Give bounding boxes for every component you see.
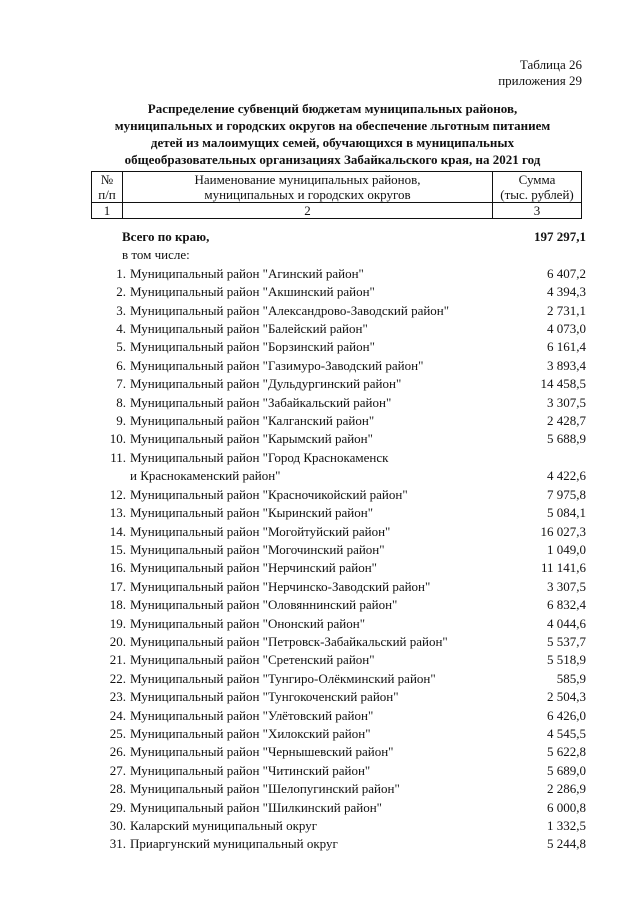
row-number: 27.: [109, 762, 126, 778]
row-value: 5 622,8: [547, 744, 586, 760]
total-label: Всего по краю,: [122, 229, 210, 244]
header-sum: Сумма (тыс. рублей): [493, 172, 582, 203]
table-row: [100, 412, 586, 430]
row-name: Муниципальный район "Читинский район": [130, 762, 371, 778]
table-body: [100, 228, 586, 854]
row-name: Муниципальный район "Агинский район": [130, 265, 364, 281]
row-value: 5 689,0: [547, 762, 586, 778]
header-number: № п/п: [92, 172, 123, 203]
row-number: 24.: [109, 707, 126, 723]
row-value: 11 141,6: [540, 560, 586, 576]
column-number-2: 2: [123, 203, 493, 219]
column-number-3: 3: [493, 203, 582, 219]
table-row: [100, 670, 586, 688]
row-value: 5 244,8: [547, 836, 586, 852]
row-number: 14.: [109, 523, 126, 539]
row-value: 5 518,9: [547, 652, 586, 668]
row-number: 17.: [109, 578, 126, 594]
row-value: 16 027,3: [540, 523, 586, 539]
row-name: Муниципальный район "Петровск-Забайкальский район": [130, 633, 448, 649]
table-row: [100, 725, 586, 743]
row-value: 2 428,7: [547, 413, 586, 429]
row-name: Муниципальный район "Карымский район": [130, 431, 373, 447]
row-name: Приаргунский муниципальный округ: [130, 836, 338, 852]
row-value: 3 307,5: [547, 578, 586, 594]
row-value: 5 084,1: [547, 505, 586, 521]
header-name: Наименование муниципальных районов, муниципальных и городских округов: [123, 172, 493, 203]
row-value: 6 161,4: [547, 339, 586, 355]
table-row: [100, 449, 586, 486]
table-row: [100, 375, 586, 393]
total-row: [100, 228, 586, 246]
table-row: [100, 780, 586, 798]
table-row: [100, 559, 586, 577]
row-name: Муниципальный район "Улётовский район": [130, 707, 374, 723]
row-value: 5 537,7: [547, 633, 586, 649]
row-number: 19.: [109, 615, 126, 631]
table-row: [100, 283, 586, 301]
table-row: [100, 504, 586, 522]
table-number: Таблица 26: [519, 57, 582, 72]
row-value: 5 688,9: [547, 431, 586, 447]
row-number: 1.: [116, 265, 126, 281]
table-row: [100, 265, 586, 283]
row-name: Муниципальный район "Калганский район": [130, 413, 375, 429]
table-row: [100, 394, 586, 412]
table-header: [91, 171, 582, 219]
row-value: 7 975,8: [547, 486, 586, 502]
appendix-number: приложения 29: [498, 73, 582, 88]
row-value: 4 422,6: [547, 468, 586, 484]
row-name: Муниципальный район "Нерчинский район": [130, 560, 377, 576]
table-row: [100, 651, 586, 669]
table-row: [100, 762, 586, 780]
table-row: [100, 302, 586, 320]
row-name: Муниципальный район "Чернышевский район": [130, 744, 394, 760]
row-number: 26.: [109, 744, 126, 760]
row-name: Муниципальный район "Кыринский район": [130, 505, 374, 521]
document-title: Распределение субвенций бюджетам муниципальных районов, муниципальных и городских округов на обеспечение льготным питанием детей из малоимущих семей, обучающихся в муниципальных общеобразовательных организациях Забайкальского края, на 2021 год: [114, 101, 551, 167]
row-number: 20.: [109, 633, 126, 649]
row-number: 15.: [109, 541, 126, 557]
column-numbers-row: [92, 203, 582, 219]
row-number: 18.: [109, 597, 126, 613]
table-row: [100, 817, 586, 835]
row-value: 1 049,0: [547, 541, 586, 557]
row-name: Муниципальный район "Дульдургинский район": [130, 376, 402, 392]
table-row: [100, 357, 586, 375]
row-number: 8.: [116, 394, 126, 410]
row-name: Муниципальный район "Оловяннинский район": [130, 597, 398, 613]
row-number: 7.: [116, 376, 126, 392]
row-value: 6 000,8: [547, 799, 586, 815]
row-name: Муниципальный район "Могойтуйский район": [130, 523, 391, 539]
district-list: [100, 265, 586, 854]
row-name: Муниципальный район "Борзинский район": [130, 339, 375, 355]
total-value: 197 297,1: [534, 229, 586, 244]
row-value: 4 073,0: [547, 321, 586, 337]
row-number: 3.: [116, 302, 126, 318]
row-number: 23.: [109, 689, 126, 705]
row-value: 4 545,5: [547, 725, 586, 741]
row-name: Муниципальный район "Забайкальский район": [130, 394, 392, 410]
table-row: [100, 707, 586, 725]
row-name: Каларский муниципальный округ: [130, 818, 318, 833]
row-number: 12.: [109, 486, 126, 502]
row-name: Муниципальный район "Ононский район": [130, 615, 366, 631]
row-value: 1 332,5: [547, 818, 586, 833]
header-row: [92, 172, 582, 203]
row-name: Муниципальный район "Тунгокоченский район": [130, 689, 399, 705]
row-number: 11.: [110, 449, 126, 465]
row-value: 2 286,9: [547, 781, 586, 797]
row-value: 6 426,0: [547, 707, 586, 723]
row-name: Муниципальный район "Шелопугинский район": [130, 781, 400, 797]
row-name: Муниципальный район "Хилокский район": [130, 725, 371, 741]
row-name: Муниципальный район "Тунгиро-Олёкминский район": [130, 670, 436, 686]
row-name: Муниципальный район "Балейский район": [130, 321, 368, 337]
table-row: [100, 835, 586, 853]
row-number: 22.: [109, 670, 126, 686]
row-number: 13.: [109, 505, 126, 521]
row-number: 4.: [116, 321, 126, 337]
row-number: 2.: [116, 284, 126, 300]
table-row: [100, 541, 586, 559]
table-row: [100, 578, 586, 596]
table-row: [100, 430, 586, 448]
row-number: 25.: [109, 725, 126, 741]
subheading-row: [100, 246, 586, 264]
table-row: [100, 596, 586, 614]
row-name: Муниципальный район "Александрово-Заводский район": [130, 302, 450, 318]
table-row: [100, 523, 586, 541]
row-number: 31.: [109, 836, 126, 852]
row-value: 3 307,5: [547, 394, 586, 410]
row-number: 6.: [116, 357, 126, 373]
table-row: [100, 486, 586, 504]
row-value: 4 394,3: [547, 284, 586, 300]
row-value: 6 407,2: [547, 265, 586, 281]
row-number: 21.: [109, 652, 126, 668]
row-number: 28.: [109, 781, 126, 797]
row-name: Муниципальный район "Могочинский район": [130, 541, 385, 557]
table-row: [100, 743, 586, 761]
row-value: 585,9: [556, 670, 586, 686]
row-number: 16.: [109, 560, 126, 576]
row-name: Муниципальный район "Акшинский район": [130, 284, 375, 300]
table-row: [100, 799, 586, 817]
row-number: 10.: [109, 431, 126, 447]
table-row: [100, 633, 586, 651]
table-row: [100, 615, 586, 633]
row-name: Муниципальный район "Красночикойский район": [130, 486, 408, 502]
row-number: 29.: [109, 799, 126, 815]
table-row: [100, 338, 586, 356]
row-value: 2 504,3: [547, 689, 586, 705]
row-value: 2 731,1: [547, 302, 586, 318]
row-value: 3 893,4: [547, 357, 586, 373]
row-name: Муниципальный район "Газимуро-Заводский район": [130, 357, 424, 373]
row-name: Муниципальный район "Сретенский район": [130, 652, 375, 668]
row-name: Муниципальный район "Нерчинско-Заводский район": [130, 578, 431, 594]
row-number: 9.: [116, 413, 126, 429]
column-number-1: 1: [92, 203, 123, 219]
table-reference: [498, 57, 582, 89]
row-value: 6 832,4: [547, 597, 586, 613]
row-name: Муниципальный район "Шилкинский район": [130, 799, 382, 815]
row-number: 5.: [116, 339, 126, 355]
row-value: 4 044,6: [547, 615, 586, 631]
row-number: 30.: [109, 818, 126, 833]
table-row: [100, 320, 586, 338]
table-row: [100, 688, 586, 706]
subheading-label: в том числе:: [122, 247, 190, 263]
row-name: Муниципальный район "Город Краснокаменск и Краснокаменский район": [130, 449, 389, 484]
row-value: 14 458,5: [540, 376, 586, 392]
